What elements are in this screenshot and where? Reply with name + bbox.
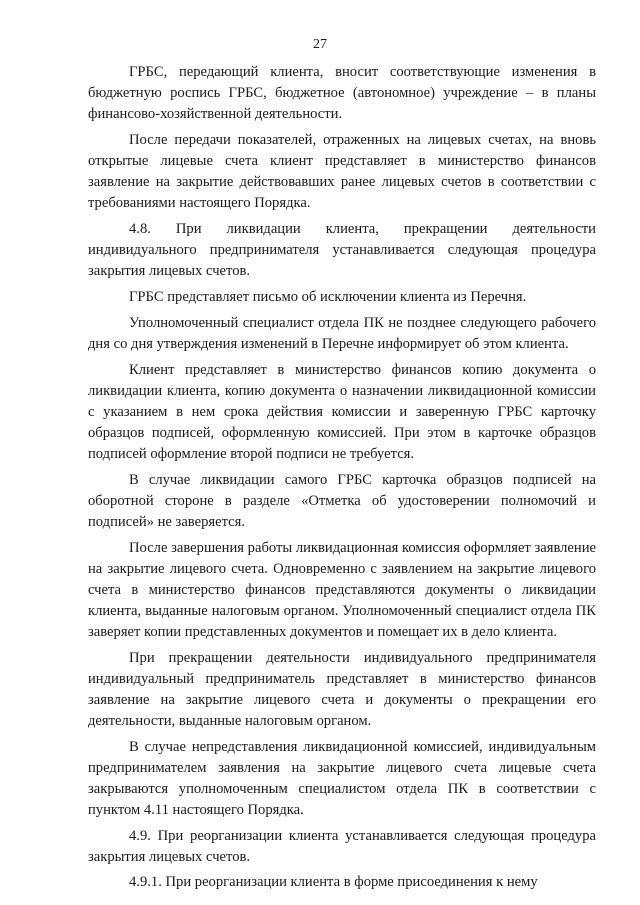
paragraph-non-submission: В случае непредставления ликвидационной комиссией, индивидуальным предпринимателем заявления на закрытие лицевого счета лицевые счета закрываются уполномоченным специалистом отдела ПК в соответствии с пунктом 4.11 настоящего Порядка.: [88, 739, 596, 818]
paragraph-specialist-informs: Уполномоченный специалист отдела ПК не позднее следующего рабочего дня со дня утверждения изменений в Перечне информирует об этом клиента.: [88, 315, 596, 352]
paragraph-4-9-1: 4.9.1. При реорганизации клиента в форме присоединения к нему: [129, 874, 538, 890]
paragraph-4-9: 4.9. При реорганизации клиента устанавливается следующая процедура закрытия лицевых счетов.: [88, 828, 596, 865]
paragraph-grbs-letter: ГРБС представляет письмо об исключении клиента из Перечня.: [129, 289, 527, 305]
paragraph-grbs-liquidation: В случае ликвидации самого ГРБС карточка образцов подписей на оборотной стороне в разделе «Отметка об удостоверении полномочий и подписей» не заверяется.: [88, 472, 596, 530]
document-body: [88, 62, 596, 897]
paragraph-grbs-changes: ГРБС, передающий клиента, вносит соответствующие изменения в бюджетную роспись ГРБС, бюджетное (автономное) учреждение – в планы финансово-хозяйственной деятельности.: [88, 64, 596, 122]
page-number: 27: [313, 37, 327, 52]
paragraph-transfer-indicators: После передачи показателей, отраженных на лицевых счетах, на вновь открытые лицевые счета клиент представляет в министерство финансов заявление на закрытие действовавших ранее лицевых счетов в соответствии с требованиями настоящего Порядка.: [88, 132, 596, 211]
paragraph-4-8: 4.8. При ликвидации клиента, прекращении деятельности индивидуального предпринимателя устанавливается следующая процедура закрытия лицевых счетов.: [88, 221, 596, 279]
paragraph-client-documents: Клиент представляет в министерство финансов копию документа о ликвидации клиента, копию документа о назначении ликвидационной комиссии с указанием в нем срока действия комиссии и заверенную ГРБС карточку образцов подписей, оформленную комиссией. При этом в карточке образцов подписей оформление второй подписи не требуется.: [88, 362, 596, 462]
paragraph-commission-application: После завершения работы ликвидационная комиссия оформляет заявление на закрытие лицевого счета. Одновременно с заявлением на закрытие лицевого счета в министерство финансов представляются документы о ликвидации клиента, выданные налоговым органом. Уполномоченный специалист отдела ПК заверяет копии представленных документов и помещает их в дело клиента.: [88, 540, 596, 640]
paragraph-entrepreneur-termination: При прекращении деятельности индивидуального предпринимателя индивидуальный предприниматель представляет в министерство финансов заявление на закрытие лицевого счета и документы о прекращении его деятельности, выданные налоговым органом.: [88, 650, 596, 729]
